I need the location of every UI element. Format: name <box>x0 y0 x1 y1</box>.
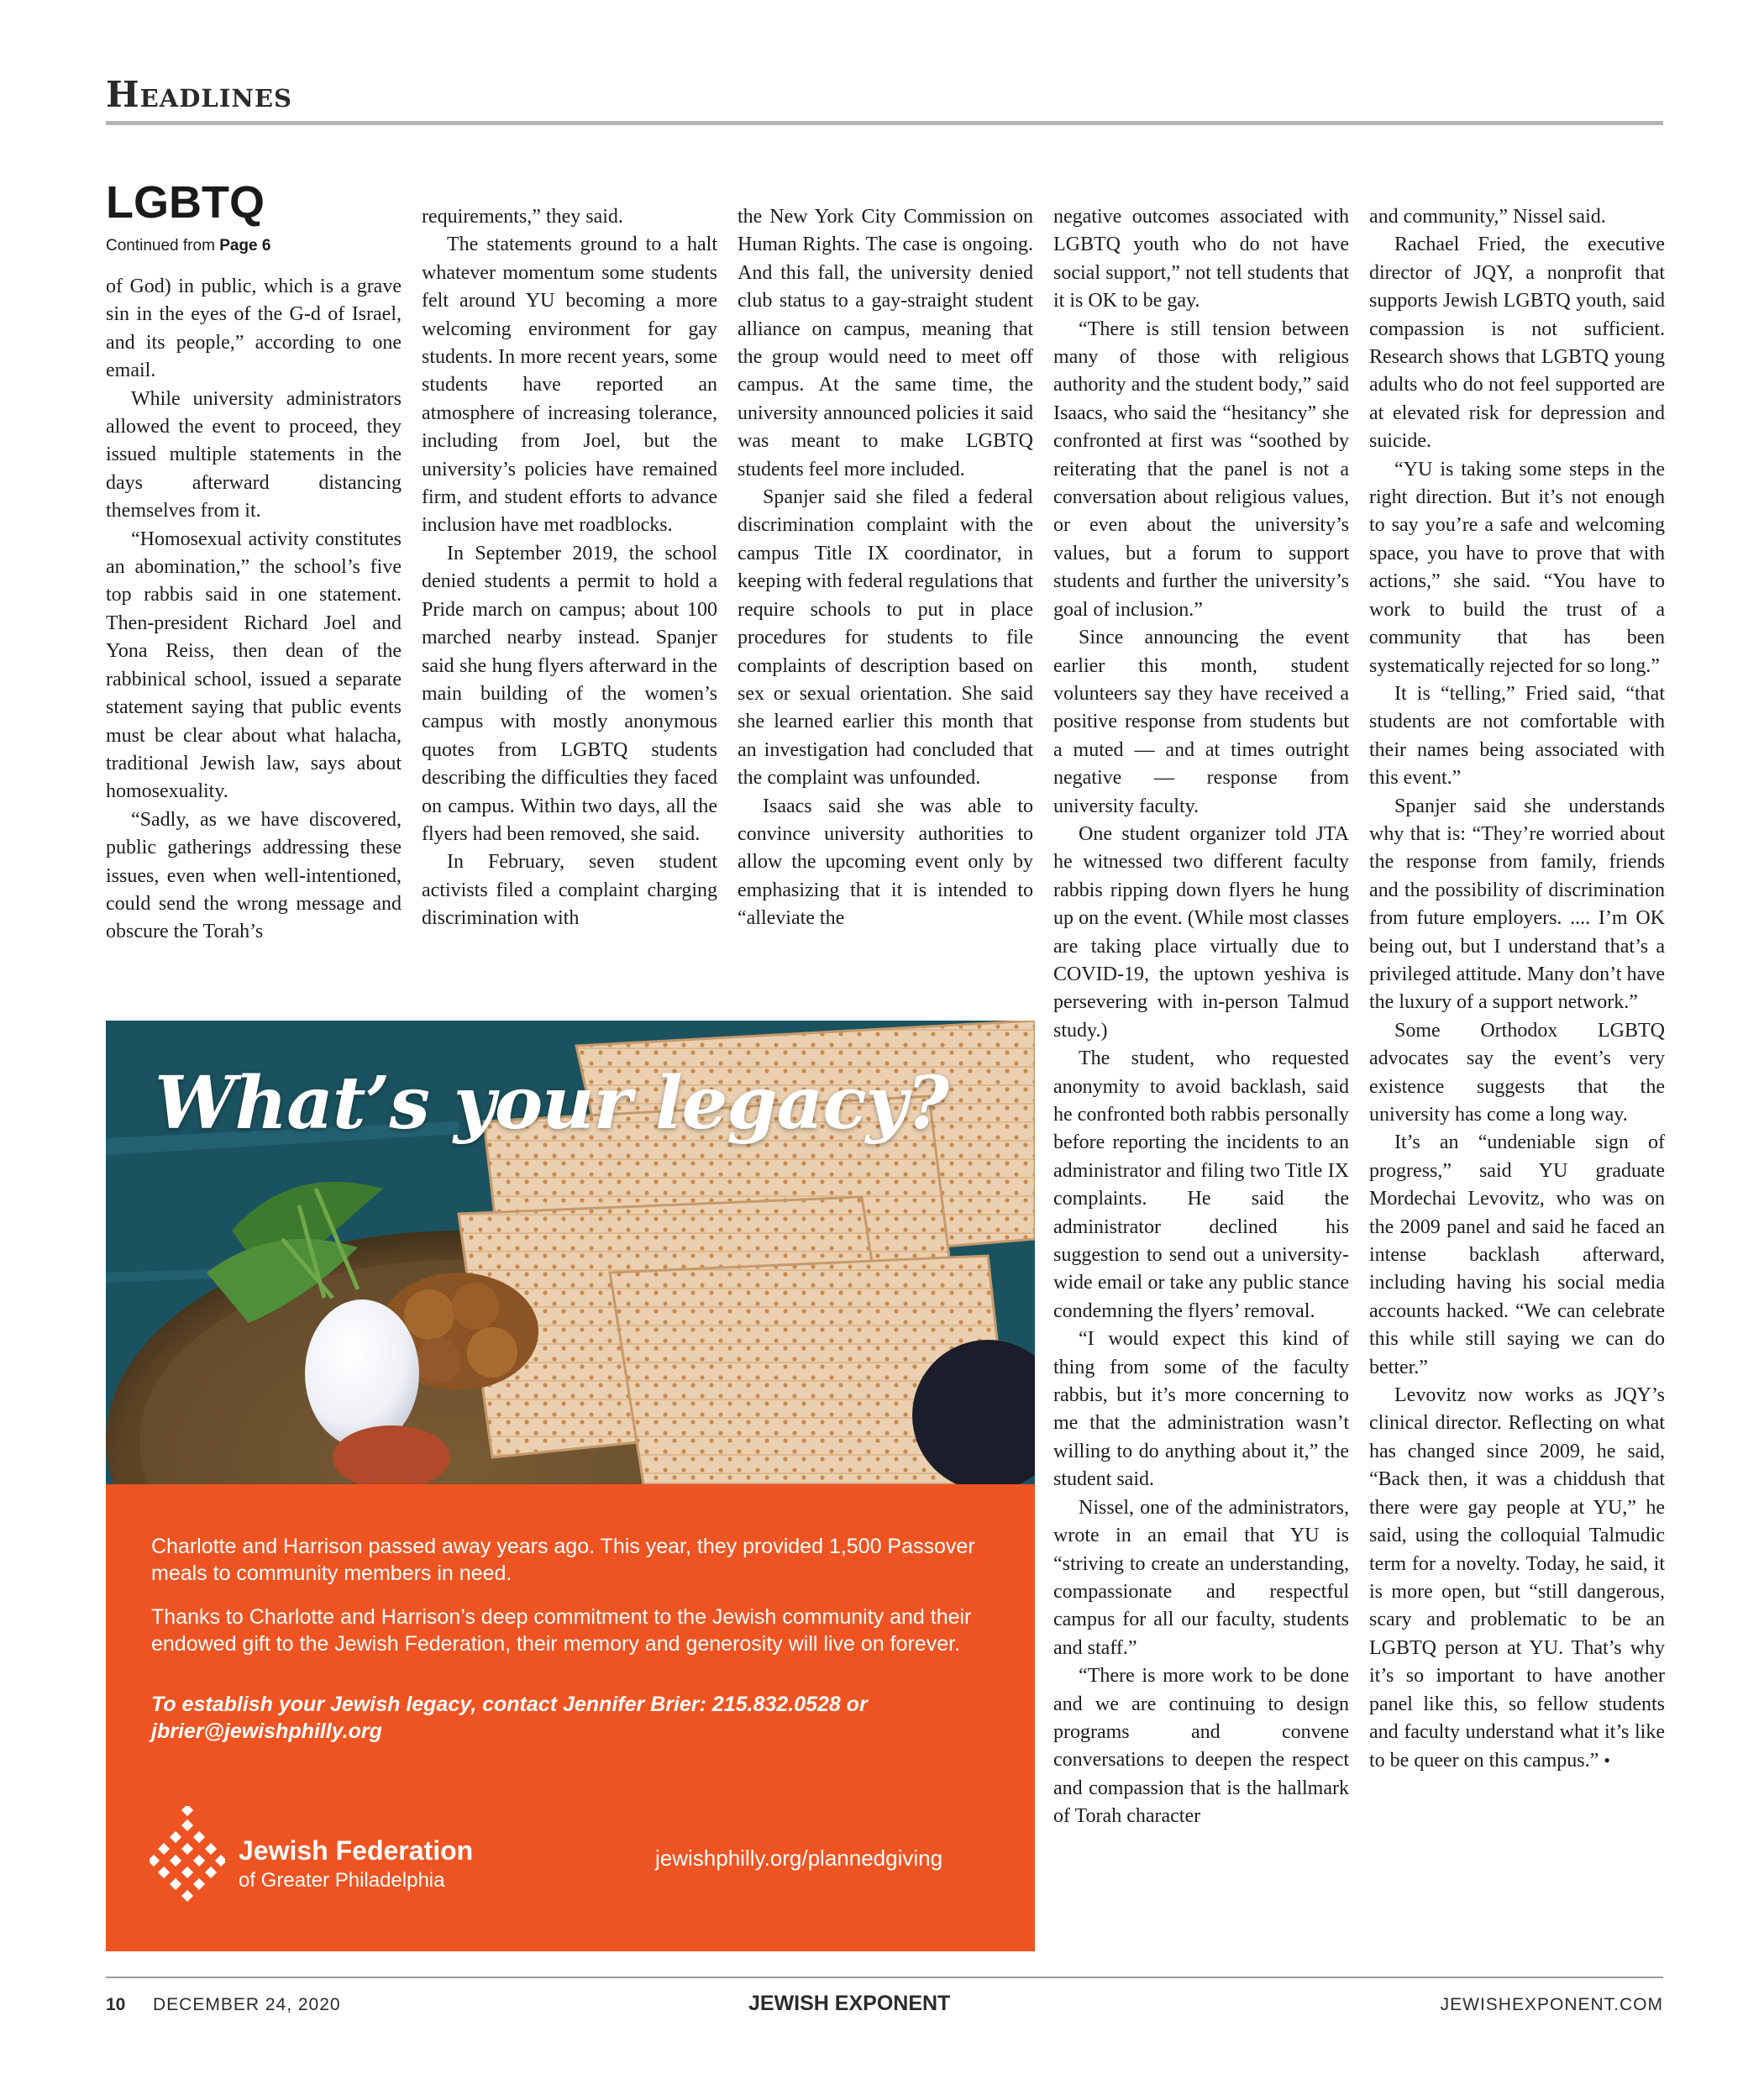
jewish-federation-logo-icon <box>150 1806 225 1907</box>
article-paragraph: “Homosexual activity constitutes an abomination,” the school’s five top rabbis said in one statement. Then-president Richard Joel and Yona Reiss, then dean of the rabbinical school, issued a separate statement saying that public events must be clear about what halacha, traditional Jewish law, says about homosexuality. <box>106 528 402 803</box>
footer-page-number: 10 <box>106 1995 126 2014</box>
article-paragraph: Isaacs said she was able to convince university authorities to allow the upcoming event only by emphasizing that it is intended to “alleviate the <box>738 795 1033 930</box>
ad-body-second: Thanks to Charlotte and Harrison’s deep commitment to the Jewish community and their endowed gift to the Jewish Federation, their memory and generosity will live on forever. <box>151 1605 972 1656</box>
continued-from-line <box>106 237 270 255</box>
article-paragraph: Rachael Fried, the executive director of JQY, a nonprofit that supports Jewish LGBTQ youth, said compassion is not sufficient. Research shows that LGBTQ young adults who do not feel supported are at elevated risk for depression and suicide. <box>1369 234 1665 453</box>
continued-prefix: Continued from <box>106 237 220 255</box>
article-paragraph: Nissel, one of the administrators, wrote in an email that YU is “striving to create an understanding, compassionate and respectful campus for all our faculty, students and staff.” <box>1053 1496 1349 1659</box>
ad-contact-call-to-action[interactable]: To establish your Jewish legacy, contact Jennifer Brier: 215.832.0528 or jbrier@jewishphilly.org <box>151 1693 868 1743</box>
article-paragraph: Spanjer said she filed a federal discrimination complaint with the campus Title IX coordinator, in keeping with federal regulations that require schools to put in place procedures for students to file complaints of description based on sex or sexual orientation. She said she learned earlier this month that an investigation had concluded that the complaint was unfounded. <box>738 486 1033 790</box>
continued-page-link[interactable]: Page 6 <box>219 237 271 255</box>
article-paragraph: Since announcing the event earlier this month, student volunteers say they have received a positive response from students but a muted — and at times outright negative — response from university faculty. <box>1053 627 1349 817</box>
article-paragraph: Levovitz now works as JQY’s clinical director. Reflecting on what has changed since 2009, he said, “Back then, it was a chiddush that there were gay people at YU,” he said, using the colloquial Talmudic term for a novelty. Today, he said, it is more open, but “still dangerous, scary and problematic to be an LGBTQ person at YU. That’s why it’s so important to have another panel like this, so fellow students and faculty understand what it’s like to be queer on this campus.” • <box>1369 1384 1665 1772</box>
footer-website[interactable]: JEWISHEXPONENT.COM <box>1440 1995 1663 2014</box>
footer-divider <box>106 1977 1663 1978</box>
ad-tagline: What’s your legacy? <box>155 1061 948 1146</box>
article-paragraph: Spanjer said she understands why that is: “They’re worried about the response from family, friends and the possibility of discrimination from future employers. .... I’m OK being out, but I understand that’s a privileged attitude. Many don’t have the luxury of a support network.” <box>1369 795 1665 1014</box>
article-paragraph: and community,” Nissel said. <box>1369 206 1606 228</box>
article-paragraph: “I would expect this kind of thing from some of the faculty rabbis, but it’s more concerning to me that the administration wasn’t willing to do anything about it,” the student said. <box>1053 1328 1349 1491</box>
article-paragraph: “There is more work to be done and we are continuing to design programs and convene conversations to deepen the respect and compassion that is the hallmark of Torah character <box>1053 1665 1349 1828</box>
article-paragraph: requirements,” they said. <box>422 206 623 228</box>
article-paragraph: “YU is taking some steps in the right direction. But it’s not enough to say you’re a safe and welcoming space, you have to prove that with actions,” she said. “You have to work to build the trust of a community that has been systematically rejected for so long.” <box>1369 458 1665 677</box>
article-paragraph: In February, seven student activists filed a complaint charging discrimination with <box>422 851 717 930</box>
article-headline: LGBTQ <box>106 177 265 228</box>
article-end-mark: • <box>1604 1750 1610 1772</box>
footer-issue-date: DECEMBER 24, 2020 <box>153 1995 341 2014</box>
ad-website-link[interactable]: jewishphilly.org/plannedgiving <box>655 1845 943 1871</box>
article-paragraph: One student organizer told JTA he witnessed two different faculty rabbis ripping down flyers he hung up on the event. (While most classes are taking place virtually due to COVID-19, the uptown yeshiva is persevering with in-person Talmud study.) <box>1053 822 1349 1042</box>
article-paragraph: “Sadly, as we have discovered, public gatherings addressing these issues, even when well-intentioned, could send the wrong message and obscure the Torah’s <box>106 808 402 943</box>
article-column-5 <box>1369 203 1665 1776</box>
legacy-advertisement[interactable] <box>106 1021 1035 1951</box>
article-column-1 <box>106 273 402 947</box>
article-paragraph: In September 2019, the school denied students a permit to hold a Pride march on campus; about 100 marched nearby instead. Spanjer said she hung flyers afterward in the main building of the women’s campus with mostly anonymous quotes from LGBTQ students describing the difficulties they faced on campus. Within two days, all the flyers had been removed, she said. <box>422 542 717 845</box>
article-paragraph: negative outcomes associated with LGBTQ youth who do not have social support,” not tell students that it is OK to be gay. <box>1053 206 1349 312</box>
article-paragraph: It is “telling,” Fried said, “that students are not comfortable with their names being associated with this event.” <box>1369 682 1665 790</box>
passover-seder-photo <box>106 1021 1035 1484</box>
article-column-4 <box>1053 203 1349 1831</box>
section-divider <box>106 121 1663 125</box>
article-column-2 <box>422 203 717 933</box>
ad-organization-subtitle: of Greater Philadelphia <box>239 1869 445 1892</box>
article-paragraph: The statements ground to a halt whatever momentum some students felt around YU becoming a more welcoming environment for gay students. In more recent years, some students have reported an atmosphere of increasing tolerance, including from Joel, but the university’s policies have remained firm, and student efforts to advance inclusion have met roadblocks. <box>422 234 717 537</box>
footer-publication-name: JEWISH EXPONENT <box>748 1992 951 2015</box>
article-paragraph: It’s an “undeniable sign of progress,” said YU graduate Mordechai Levovitz, who was on the 2009 panel and said he faced an intense backlash afterward, including having his social media accounts hacked. “We can celebrate this while still saying we can do better.” <box>1369 1131 1665 1378</box>
ad-body-first: Charlotte and Harrison passed away years ago. This year, they provided 1,500 Passover meals to community members in need. <box>151 1535 975 1585</box>
section-label: Headlines <box>106 74 292 115</box>
article-paragraph: While university administrators allowed the event to proceed, they issued multiple statements in the days afterward distancing themselves from it. <box>106 387 402 522</box>
article-column-3 <box>738 203 1033 933</box>
article-paragraph: The student, who requested anonymity to avoid backlash, said he confronted both rabbis personally before reporting the incidents to an administrator and filing two Title IX complaints. He said the administrator declined his suggestion to send out a university-wide email or take any public stance condemning the flyers’ removal. <box>1053 1047 1349 1322</box>
article-paragraph: of God) in public, which is a grave sin in the eyes of the G-d of Israel, and its people,” according to one email. <box>106 276 402 382</box>
article-paragraph: the New York City Commission on Human Rights. The case is ongoing. And this fall, the university denied club status to a gay-straight student alliance on campus, meaning that the group would need to meet off campus. At the same time, the university announced policies it said was meant to make LGBTQ students feel more included. <box>738 206 1033 480</box>
ad-info-panel <box>106 1484 1035 1951</box>
article-paragraph: Some Orthodox LGBTQ advocates say the event’s very existence suggests that the university has come a long way. <box>1369 1019 1665 1126</box>
ad-organization-name: Jewish Federation <box>239 1835 474 1866</box>
article-paragraph: “There is still tension between many of those with religious authority and the student body,” said Isaacs, who said the “hesitancy” she confronted at first was “soothed by reiterating that the panel is not a conversation about religious values, or even about the university’s values, but a forum to support students and further the university’s goal of inclusion.” <box>1053 318 1349 621</box>
